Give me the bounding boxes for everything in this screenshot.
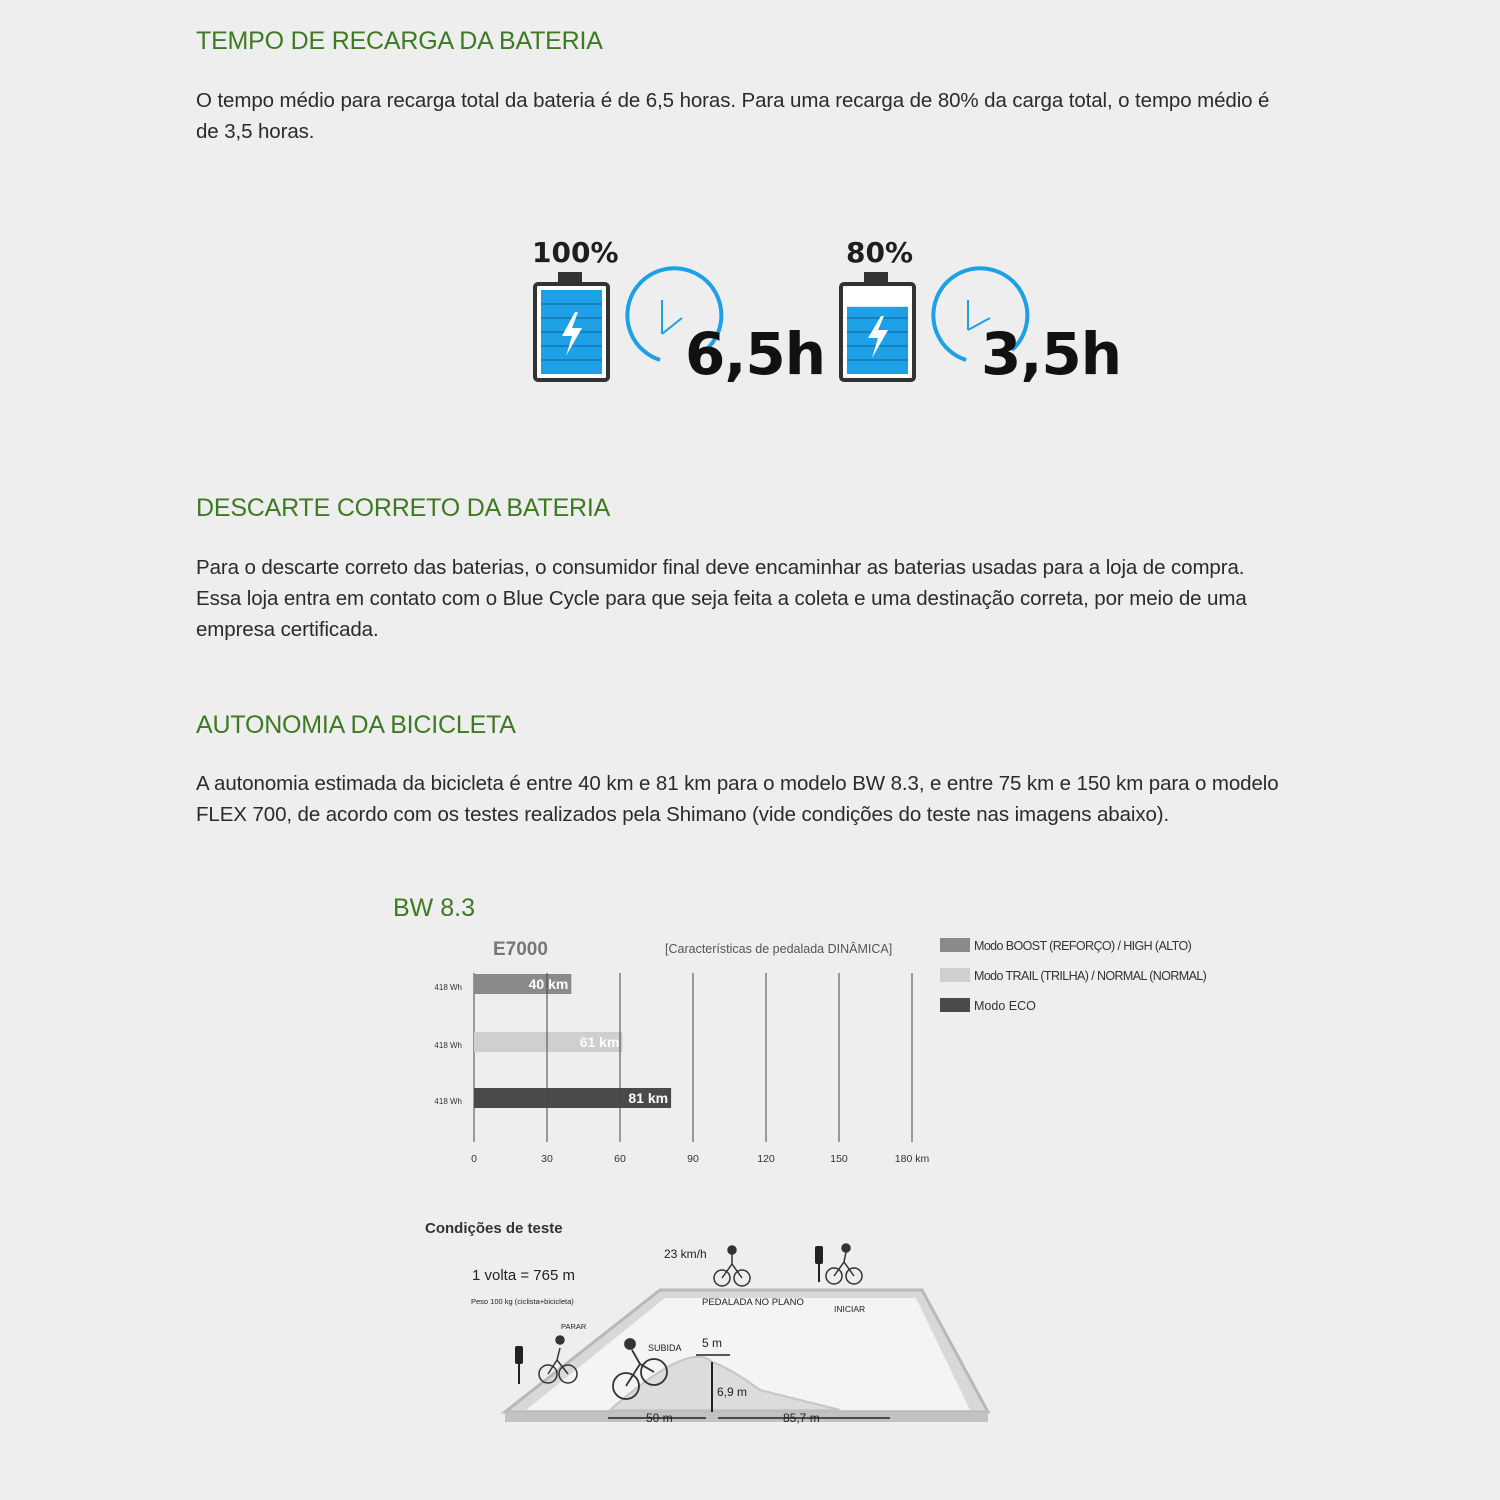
bar-value-label: 40 km xyxy=(528,976,569,992)
x-tick-label: 30 xyxy=(541,1153,553,1165)
autonomy-chart xyxy=(400,930,1220,1180)
traffic-light-icon xyxy=(815,1246,823,1282)
recharge-infographic xyxy=(530,232,1130,402)
recharge-time-80: 3,5h xyxy=(981,320,1122,388)
legend-swatch xyxy=(940,938,970,952)
chart-subtitle: [Características de pedalada DINÂMICA] xyxy=(665,942,893,956)
bar-category-label: 418 Wh xyxy=(434,1097,462,1106)
bar-category-label: 418 Wh xyxy=(434,1041,462,1050)
autonomy-paragraph: A autonomia estimada da bicicleta é entre 40 km e 81 km para o modelo BW 8.3, e entre 75 km e 150 km para o modelo FLEX 700, de acordo com os testes realizados pela Shimano (vide condições do teste nas imagens abaixo). xyxy=(196,772,1279,826)
section-title-autonomy: AUTONOMIA DA BICICLETA xyxy=(196,711,516,739)
bar-category-label: 418 Wh xyxy=(434,983,462,992)
test-conditions-title: Condições de teste xyxy=(425,1220,563,1237)
battery-full-icon xyxy=(535,272,608,380)
legend-swatch xyxy=(940,998,970,1012)
recharge-percent-100: 100% xyxy=(532,236,619,269)
recharge-percent-80: 80% xyxy=(846,236,914,269)
x-tick-label: 60 xyxy=(614,1153,626,1165)
test-track-diagram xyxy=(460,1240,1020,1440)
flat-label: PEDALADA NO PLANO xyxy=(702,1297,804,1308)
cyclist-icon xyxy=(826,1244,862,1284)
section-title-recharge: TEMPO DE RECARGA DA BATERIA xyxy=(196,27,603,55)
climb-label: SUBIDA xyxy=(648,1343,682,1353)
legend-label: Modo ECO xyxy=(974,999,1036,1013)
right-length-label: 85,7 m xyxy=(783,1411,820,1425)
x-tick-label: 120 xyxy=(757,1153,775,1165)
disposal-paragraph: Para o descarte correto das baterias, o consumidor final deve encaminhar as baterias usadas para a loja de compra. Essa loja entra em contato com o Blue Cycle para que seja feita a coleta e uma destinação correta, por meio de uma empresa certificada. xyxy=(196,556,1247,641)
recharge-time-full: 6,5h xyxy=(685,320,826,388)
model-label: BW 8.3 xyxy=(393,894,475,922)
battery-80-icon xyxy=(841,272,914,380)
legend-label: Modo TRAIL (TRILHA) / NORMAL (NORMAL) xyxy=(974,969,1207,983)
x-tick-label: 90 xyxy=(687,1153,699,1165)
lap-label: 1 volta = 765 m xyxy=(472,1267,575,1284)
traffic-light-icon xyxy=(515,1346,523,1384)
left-length-label: 50 m xyxy=(646,1411,673,1425)
section-title-disposal: DESCARTE CORRETO DA BATERIA xyxy=(196,494,611,522)
height-label: 6,9 m xyxy=(717,1385,748,1399)
bar-value-label: 61 km xyxy=(579,1034,620,1050)
chart-title: E7000 xyxy=(493,939,548,960)
x-tick-label: 180 km xyxy=(894,1153,930,1165)
weight-label: Peso 100 kg (ciclista+bicicleta) xyxy=(471,1297,574,1306)
track-edge xyxy=(505,1412,988,1422)
recharge-paragraph: O tempo médio para recarga total da bateria é de 6,5 horas. Para uma recarga de 80% da carga total, o tempo médio é de 3,5 horas. xyxy=(196,89,1270,143)
speed-label: 23 km/h xyxy=(664,1247,707,1261)
legend-label: Modo BOOST (REFORÇO) / HIGH (ALTO) xyxy=(974,939,1192,953)
stop-label: PARAR xyxy=(561,1322,587,1331)
cyclist-icon xyxy=(714,1246,750,1286)
bar-value-label: 81 km xyxy=(628,1090,669,1106)
top-length-label: 5 m xyxy=(702,1336,723,1350)
legend-swatch xyxy=(940,968,970,982)
x-tick-label: 0 xyxy=(471,1153,477,1165)
x-tick-label: 150 xyxy=(830,1153,848,1165)
start-label: INICIAR xyxy=(834,1304,866,1314)
